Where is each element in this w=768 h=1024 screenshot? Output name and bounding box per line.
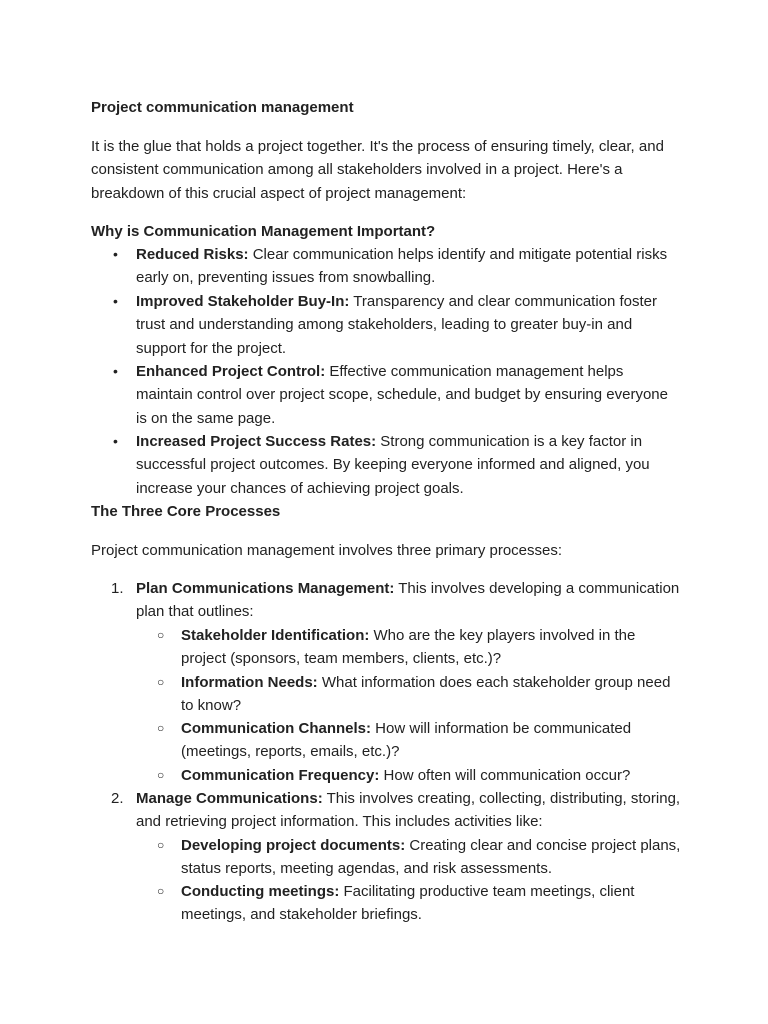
item-text: Clear communication helps identify and mitigate potential risks early on, preventing issues from snowballing. [136,246,668,287]
why-heading: Why is Communication Management Important? [91,223,436,240]
core-intro-paragraph: Project communication management involves three primary processes: [91,542,563,559]
item-bold: Communication Channels: [181,720,372,737]
bullet-icon: • [113,246,118,262]
item-text: This involves creating, collecting, distributing, storing, and retrieving project information. This includes activities like: [136,790,681,831]
sub-list-item [157,880,681,927]
why-list-item [113,360,681,430]
item-text: Creating clear and concise project plans, status reports, meeting agendas, and risk assessments. [181,837,681,878]
item-bold: Improved Stakeholder Buy-In: [136,293,350,310]
item-bold: Stakeholder Identification: [181,627,370,644]
page-title: Project communication management [91,99,354,116]
item-bold: Developing project documents: [181,837,406,854]
item-text: Strong communication is a key factor in successful project outcomes. By keeping everyone informed and aligned, you increase your chances of achieving project goals. [136,433,650,497]
item-bold: Conducting meetings: [181,883,340,900]
item-text: Facilitating productive team meetings, client meetings, and stakeholder briefings. [181,883,635,924]
sub-list-item [157,624,681,671]
bullet-icon: • [113,433,118,449]
item-bold: Enhanced Project Control: [136,363,326,380]
circle-bullet-icon: ○ [157,768,165,782]
item-text: Effective communication management helps maintain control over project scope, schedule, and budget by ensuring everyone is on the same page. [136,363,668,427]
circle-bullet-icon: ○ [157,838,165,852]
item-bold: Increased Project Success Rates: [136,433,377,450]
item-bold: Information Needs: [181,674,318,691]
why-list-item [113,243,681,290]
item-text: What information does each stakeholder group need to know? [181,674,671,715]
item-bold: Reduced Risks: [136,246,249,263]
item-text: How often will communication occur? [379,767,631,784]
process-list-item [111,577,681,624]
bullet-icon: • [113,293,118,309]
why-list-item [113,430,681,500]
item-text: Who are the key players involved in the project (sponsors, team members, clients, etc.)? [181,627,636,668]
why-list-item [113,290,681,360]
sub-list-item [157,764,681,787]
list-number: 2. [111,790,124,807]
item-bold: Plan Communications Management: [136,580,395,597]
circle-bullet-icon: ○ [157,884,165,898]
sub-list-item [157,717,681,764]
sub-list-item [157,834,681,881]
item-bold: Communication Frequency: [181,767,380,784]
item-text: Transparency and clear communication foster trust and understanding among stakeholders, leading to greater buy-in and support for the project. [136,293,658,357]
list-number: 1. [111,580,124,597]
item-text: This involves developing a communication plan that outlines: [136,580,680,621]
circle-bullet-icon: ○ [157,721,165,735]
bullet-icon: • [113,363,118,379]
sub-list-item [157,671,681,718]
core-heading: The Three Core Processes [91,503,281,520]
item-text: How will information be communicated (meetings, reports, emails, etc.)? [181,720,632,761]
intro-paragraph: It is the glue that holds a project together. It's the process of ensuring timely, clear, and consistent communication among all stakeholders involved in a project. Here's a breakdown of this crucial aspect of project management: [91,138,664,202]
item-bold: Manage Communications: [136,790,323,807]
circle-bullet-icon: ○ [157,628,165,642]
process-list-item [111,787,681,834]
circle-bullet-icon: ○ [157,675,165,689]
